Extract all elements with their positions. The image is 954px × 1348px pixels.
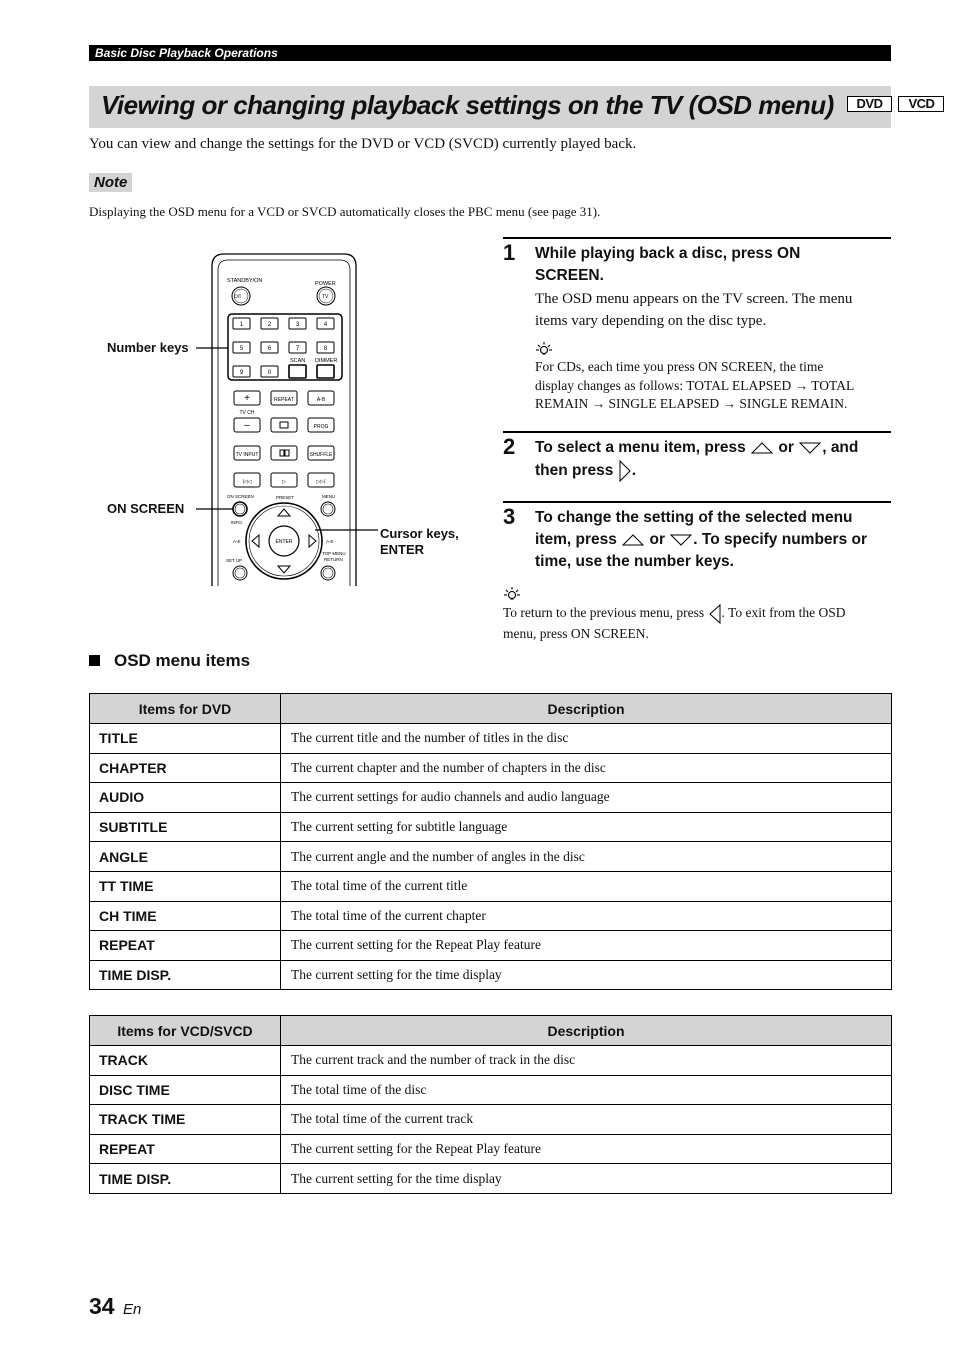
remote-tv-label: TV bbox=[322, 294, 329, 300]
remote-label-standby: STANDBY/ON bbox=[227, 278, 263, 284]
key-1: 1 bbox=[239, 322, 244, 328]
page-number-value: 34 bbox=[89, 1293, 115, 1319]
remote-topmenu-label: TOP MENU bbox=[322, 551, 346, 556]
step-3-heading-line-3: time, use the number keys. bbox=[535, 553, 734, 570]
vcd-badge: VCD bbox=[898, 96, 944, 112]
key-0: 0 bbox=[267, 370, 272, 376]
table-row bbox=[90, 1046, 892, 1076]
svg-text:|◁◁: |◁◁ bbox=[242, 479, 252, 485]
remote-enter-label: ENTER bbox=[275, 539, 293, 545]
table-cell-item: ANGLE bbox=[90, 842, 281, 872]
table-row bbox=[90, 901, 892, 931]
step-3-hint-line-2: menu, press ON SCREEN. bbox=[503, 626, 649, 641]
dvd-items-table bbox=[89, 693, 892, 990]
step-1-hint-line-1: For CDs, each time you press ON SCREEN, the time bbox=[535, 359, 824, 374]
remote-onscreen-label: ON SCREEN bbox=[227, 494, 254, 499]
square-bullet-icon bbox=[89, 655, 100, 666]
step-1-body bbox=[535, 288, 891, 332]
step-2-text-then: then press bbox=[535, 462, 614, 480]
table-cell-item: SUBTITLE bbox=[90, 812, 281, 842]
table-cell-description: The current setting for the time display bbox=[281, 1164, 892, 1194]
key-8: 8 bbox=[323, 346, 328, 352]
table-cell-item: CHAPTER bbox=[90, 753, 281, 783]
step-1-hint-line-2: display changes as follows: TOTAL ELAPSED → TOTAL bbox=[535, 377, 855, 393]
table-row bbox=[90, 1134, 892, 1164]
section-header-text: Basic Disc Playback Operations bbox=[95, 46, 278, 60]
key-9: 9 bbox=[239, 370, 244, 376]
table-cell-item: CH TIME bbox=[90, 901, 281, 931]
remote-illustration bbox=[100, 248, 480, 588]
table-cell-item: AUDIO bbox=[90, 783, 281, 813]
table-cell-item: REPEAT bbox=[90, 931, 281, 961]
table-cell-item: TRACK bbox=[90, 1046, 281, 1076]
step-1-heading-line-1: While playing back a disc, press ON bbox=[535, 245, 801, 262]
remote-ae-right: A-E bbox=[326, 539, 334, 544]
key-3: 3 bbox=[295, 322, 300, 328]
table-row bbox=[90, 753, 892, 783]
step-2-text-period: . bbox=[631, 462, 637, 480]
step-2-heading bbox=[535, 437, 891, 483]
intro-text: You can view and change the settings for the DVD or VCD (SVCD) currently played back. bbox=[89, 136, 637, 152]
remote-label-power: POWER bbox=[315, 281, 336, 287]
table-row bbox=[90, 1164, 892, 1194]
svg-text:▷▷|: ▷▷| bbox=[316, 479, 326, 485]
table-row bbox=[90, 931, 892, 961]
table-cell-item: TIME DISP. bbox=[90, 1164, 281, 1194]
step-1-body-line-1: The OSD menu appears on the TV screen. The menu bbox=[535, 291, 853, 307]
table-row bbox=[90, 783, 892, 813]
step-2-text-a: To select a menu item, press bbox=[535, 439, 746, 456]
page-title bbox=[101, 90, 944, 121]
dvd-badge: DVD bbox=[847, 96, 893, 112]
remote-menu-label: MENU bbox=[322, 494, 336, 499]
remote-ae-left: A-E bbox=[233, 539, 241, 544]
table-cell-description: The current setting for subtitle language bbox=[281, 812, 892, 842]
callout-number-keys: Number keys bbox=[107, 340, 189, 355]
step-2-number: 2 bbox=[503, 434, 516, 459]
step-1 bbox=[503, 237, 891, 427]
remote-repeat-label: REPEAT bbox=[274, 397, 294, 403]
key-5: 5 bbox=[239, 346, 244, 352]
hint-bulb-icon bbox=[535, 341, 553, 357]
table-header-row bbox=[90, 1016, 892, 1046]
step-2-text-or: or bbox=[778, 439, 794, 456]
remote-dimmer-label: DIMMER bbox=[315, 358, 338, 364]
callout-enter: ENTER bbox=[380, 542, 425, 557]
table-cell-item: REPEAT bbox=[90, 1134, 281, 1164]
table-cell-item: DISC TIME bbox=[90, 1075, 281, 1105]
step-3-text-a: item, press bbox=[535, 531, 617, 548]
dvd-col-items: Items for DVD bbox=[90, 694, 281, 724]
remote-tvinput-label: TV INPUT bbox=[235, 452, 259, 458]
step-1-hint bbox=[535, 358, 891, 414]
step-1-number: 1 bbox=[503, 240, 516, 265]
table-cell-description: The total time of the current title bbox=[281, 871, 892, 901]
table-cell-description: The current setting for the Repeat Play feature bbox=[281, 931, 892, 961]
remote-ab-label: A-B bbox=[316, 397, 326, 403]
step-1-heading bbox=[535, 243, 891, 287]
step-3-hint-text-a: To return to the previous menu, press bbox=[503, 605, 705, 621]
table-row bbox=[90, 812, 892, 842]
table-row bbox=[90, 1075, 892, 1105]
step-1-hint-line-3: REMAIN → SINGLE ELAPSED → SINGLE REMAIN. bbox=[535, 396, 848, 411]
title-band bbox=[89, 86, 935, 128]
step-3-text-c: . To specify numbers or bbox=[693, 531, 867, 548]
step-3-hint bbox=[503, 603, 891, 644]
remote-scan-label: SCAN bbox=[290, 358, 306, 364]
page-title-text: Viewing or changing playback settings on the TV (OSD menu) bbox=[101, 90, 834, 120]
step-1-body-line-2: items vary depending on the disc type. bbox=[535, 313, 767, 329]
step-2-text-and: , and bbox=[822, 439, 859, 456]
key-7: 7 bbox=[295, 346, 300, 352]
vcd-col-description: Description bbox=[281, 1016, 892, 1046]
step-3 bbox=[503, 501, 891, 641]
svg-text:+: + bbox=[244, 393, 250, 404]
remote-shuffle-label: SHUFFLE bbox=[309, 452, 333, 458]
table-row bbox=[90, 960, 892, 990]
svg-text:▷: ▷ bbox=[282, 479, 286, 485]
table-cell-description: The current setting for the Repeat Play feature bbox=[281, 1134, 892, 1164]
step-2 bbox=[503, 431, 891, 497]
table-cell-description: The current angle and the number of angles in the disc bbox=[281, 842, 892, 872]
page-language: En bbox=[122, 1301, 142, 1318]
remote-standby-symbol: ⏻/I bbox=[234, 294, 241, 300]
dvd-col-description: Description bbox=[281, 694, 892, 724]
table-cell-item: TT TIME bbox=[90, 871, 281, 901]
note-label: Note bbox=[89, 173, 132, 192]
table-header-row bbox=[90, 694, 892, 724]
right-arrow-icon bbox=[618, 459, 632, 483]
table-cell-description: The current chapter and the number of chapters in the disc bbox=[281, 753, 892, 783]
key-6: 6 bbox=[267, 346, 272, 352]
up-arrow-icon bbox=[621, 533, 645, 547]
step-3-number: 3 bbox=[503, 504, 516, 529]
table-row bbox=[90, 1105, 892, 1135]
step-1-heading-line-2: SCREEN. bbox=[535, 267, 604, 284]
vcd-items-table bbox=[89, 1015, 892, 1194]
table-cell-item: TIME DISP. bbox=[90, 960, 281, 990]
svg-text:–: – bbox=[244, 420, 250, 431]
table-cell-description: The total time of the disc bbox=[281, 1075, 892, 1105]
remote-return-label: RETURN bbox=[324, 557, 343, 562]
step-3-hint-text-b: . To exit from the OSD bbox=[721, 605, 846, 621]
page-number bbox=[89, 1293, 141, 1320]
callout-cursor-keys: Cursor keys, bbox=[380, 526, 459, 541]
remote-prog-label: PROG bbox=[313, 424, 329, 430]
note-text: Displaying the OSD menu for a VCD or SVCD automatically closes the PBC menu (see page 31). bbox=[89, 204, 601, 219]
osd-menu-items-heading-text: OSD menu items bbox=[114, 651, 251, 670]
remote-info-label: INFO. bbox=[231, 520, 243, 525]
step-3-heading bbox=[535, 507, 891, 573]
key-4: 4 bbox=[323, 322, 328, 328]
key-2: 2 bbox=[267, 322, 272, 328]
table-row bbox=[90, 724, 892, 754]
table-cell-description: The current title and the number of titles in the disc bbox=[281, 724, 892, 754]
table-cell-description: The current setting for the time display bbox=[281, 960, 892, 990]
vcd-col-items: Items for VCD/SVCD bbox=[90, 1016, 281, 1046]
step-3-heading-line-1: To change the setting of the selected menu bbox=[535, 509, 853, 526]
callout-on-screen: ON SCREEN bbox=[107, 501, 185, 516]
remote-tvch-label: TV CH bbox=[239, 410, 255, 416]
table-cell-item: TITLE bbox=[90, 724, 281, 754]
table-cell-description: The current track and the number of track in the disc bbox=[281, 1046, 892, 1076]
remote-setup-label: SET UP bbox=[226, 558, 243, 563]
up-arrow-icon bbox=[750, 441, 774, 455]
section-header-bar bbox=[89, 45, 891, 61]
table-row bbox=[90, 842, 892, 872]
hint-bulb-icon bbox=[503, 586, 521, 602]
down-arrow-icon bbox=[669, 533, 693, 547]
table-cell-description: The total time of the current chapter bbox=[281, 901, 892, 931]
osd-menu-items-heading bbox=[89, 651, 250, 671]
table-cell-description: The total time of the current track bbox=[281, 1105, 892, 1135]
table-row bbox=[90, 871, 892, 901]
table-cell-description: The current settings for audio channels and audio language bbox=[281, 783, 892, 813]
step-3-text-or: or bbox=[649, 531, 665, 548]
table-cell-item: TRACK TIME bbox=[90, 1105, 281, 1135]
remote-preset-label: PRESET bbox=[276, 495, 295, 500]
down-arrow-icon bbox=[798, 441, 822, 455]
left-arrow-icon bbox=[708, 603, 722, 625]
